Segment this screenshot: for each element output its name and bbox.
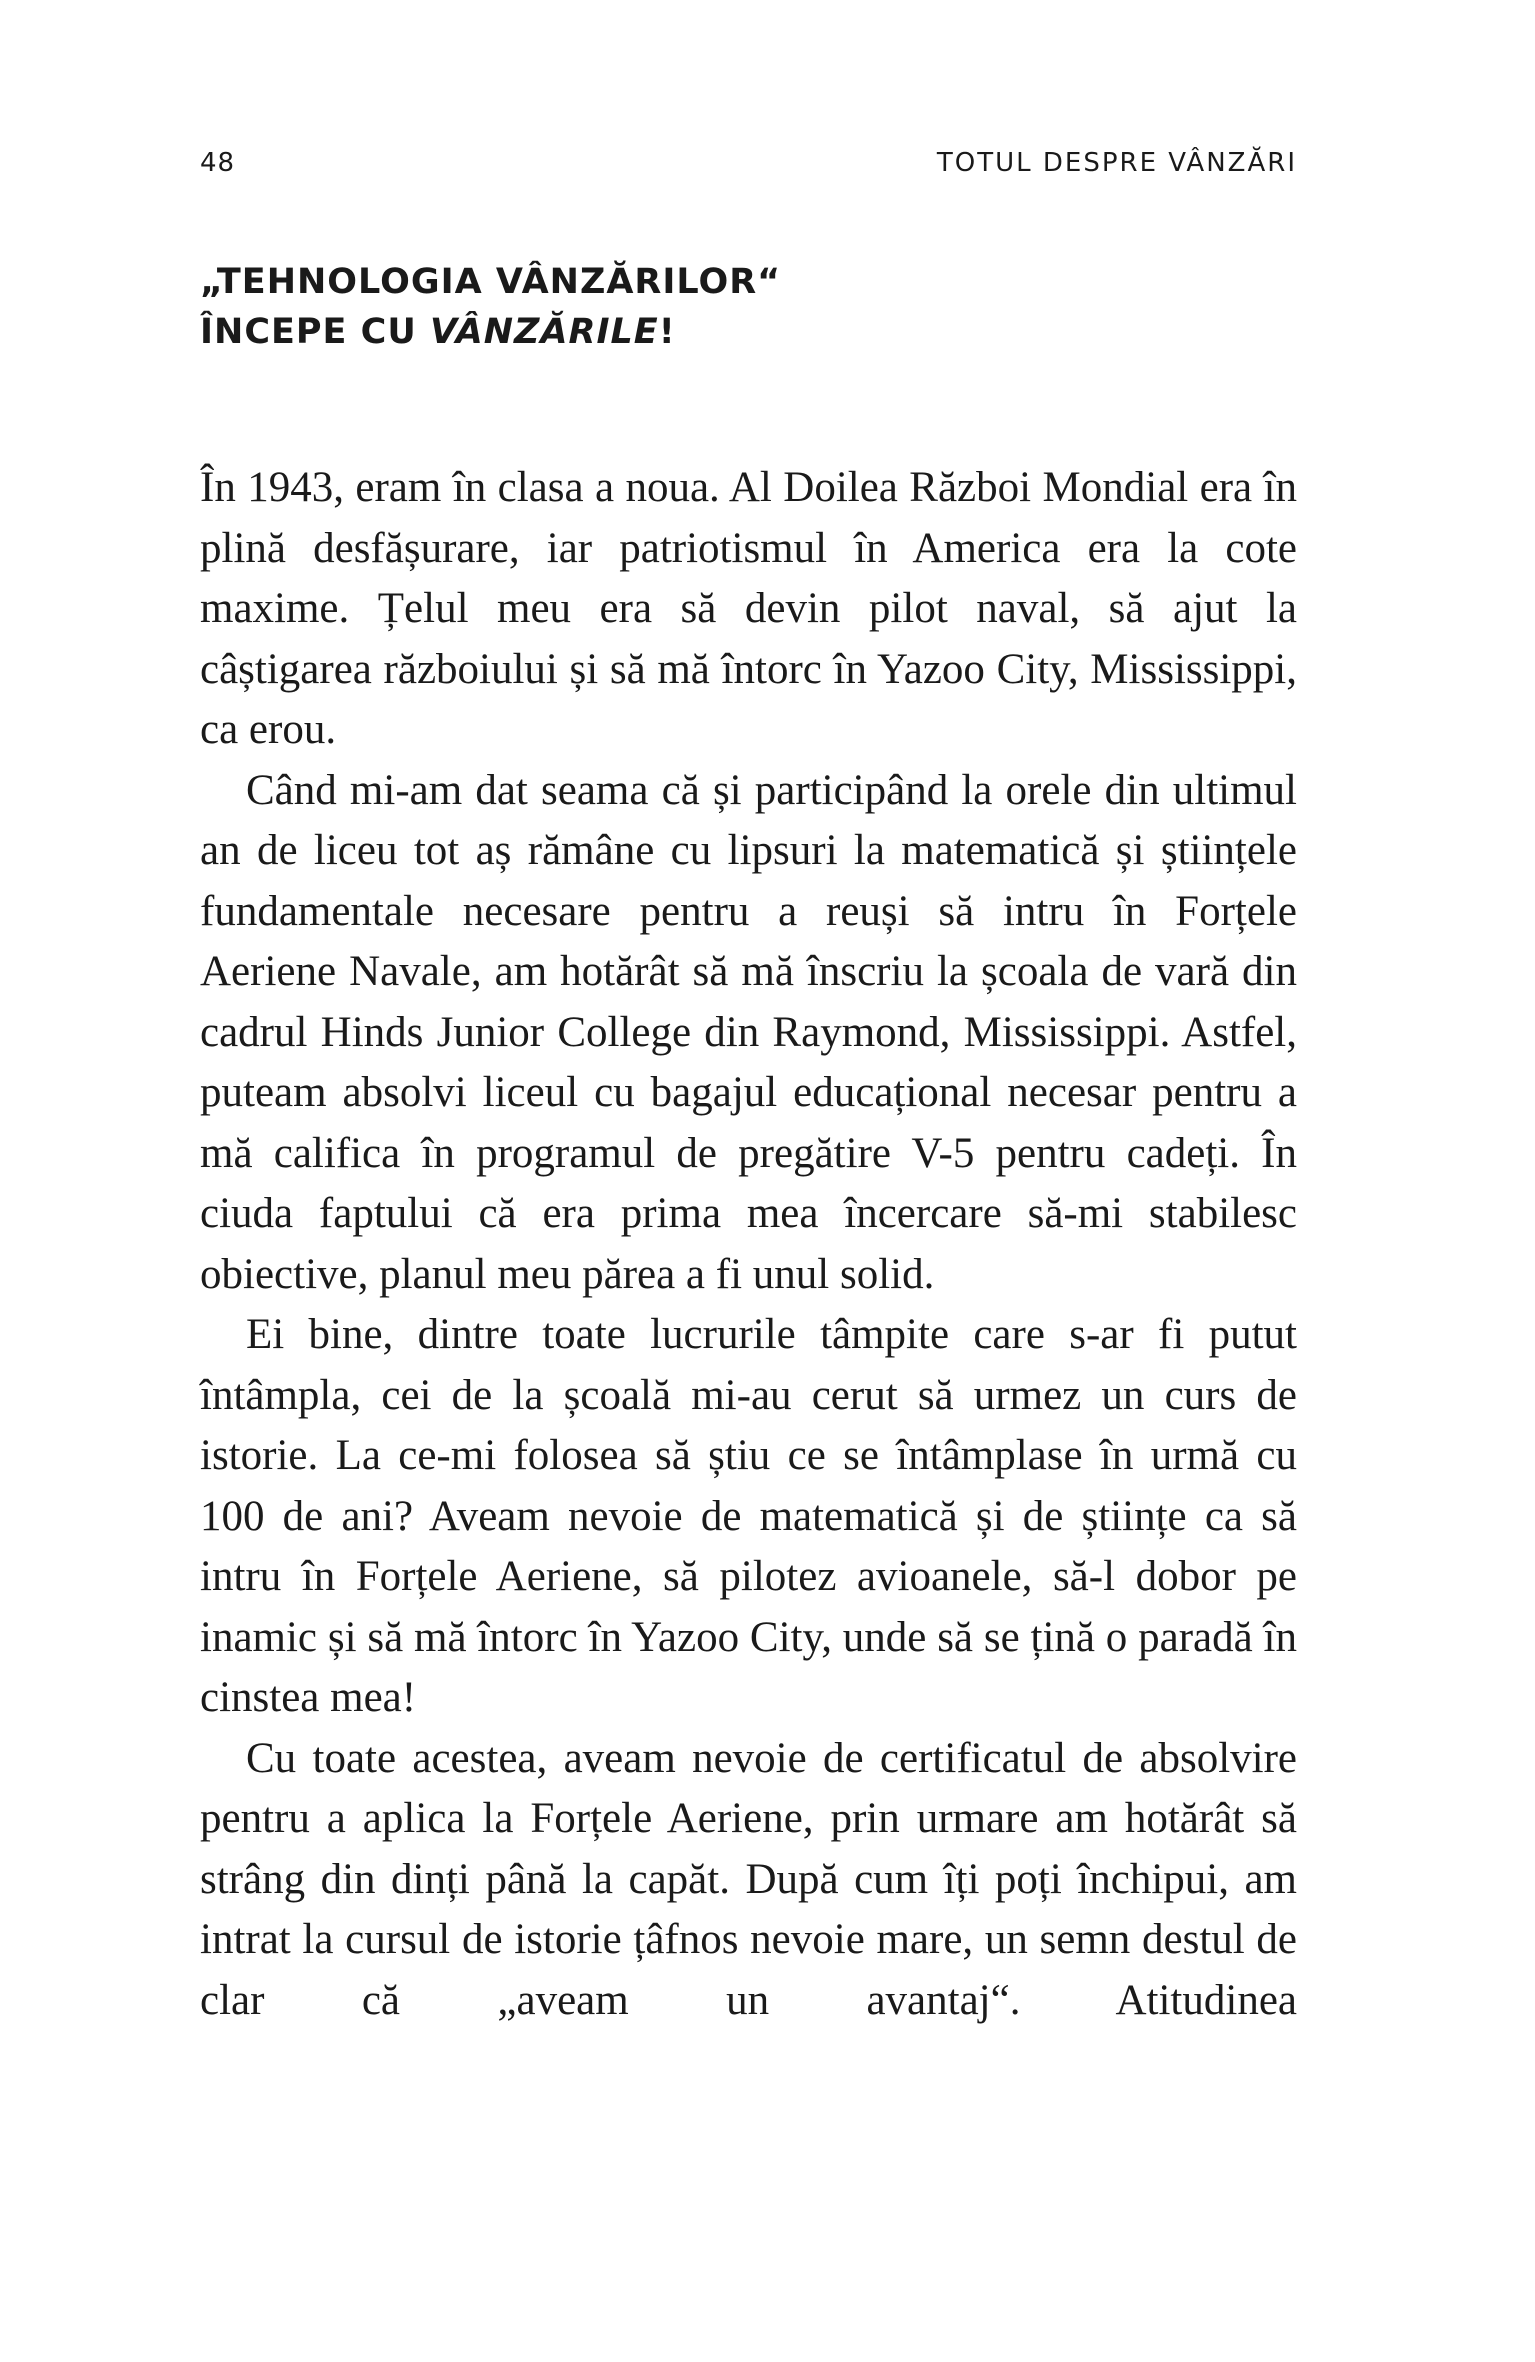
body-text: [200, 458, 1297, 2031]
section-heading-line-2: [200, 307, 781, 357]
heading-suffix: !: [658, 312, 676, 352]
section-heading: [200, 257, 781, 357]
page-number: 48: [200, 148, 236, 178]
paragraph-2: Când mi-am dat seama că și participând la orele din ultimul an de liceu tot aș rămâne cu lipsuri la matematică și științele fundamentale necesare pentru a reuși să intru în Forțele Aeriene Navale, am hotărât să mă înscriu la școala de vară din cadrul Hinds Junior College din Raymond, Mississippi. Astfel, puteam absolvi liceul cu bagajul educațional necesar pentru a mă califica în programul de pregătire V-5 pentru cadeți. În ciuda faptului că era prima mea încercare să-mi stabilesc obiective, planul meu părea a fi unul solid.: [200, 766, 1297, 1298]
running-title: TOTUL DESPRE VÂNZĂRI: [936, 148, 1297, 178]
heading-emphasis: VÂNZĂRILE: [429, 312, 659, 352]
running-header: [200, 148, 1297, 188]
paragraph-3: Ei bine, dintre toate lucrurile tâmpite care s-ar fi putut întâmpla, cei de la școală mi-au cerut să urmez un curs de istorie. La ce-mi folosea să știu ce se întâmplase în urmă cu 100 de ani? Aveam nevoie de matematică și de științe ca să intru în Forțele Aeriene, să pilotez avioanele, să-l dobor pe inamic și să mă întorc în Yazoo City, unde să se țină o paradă în cinstea mea!: [200, 1311, 1297, 1721]
paragraph-4: Cu toate acestea, aveam nevoie de certificatul de absolvire pentru a aplica la Forțele Aeriene, prin urmare am hotărât să strâng din dinți până la capăt. După cum îți poți închipui, am intrat la cursul de istorie țâfnos nevoie mare, un semn destul de clar că „aveam un avantaj“. Atitudinea: [200, 1734, 1297, 2024]
heading-prefix: ÎNCEPE CU: [200, 312, 430, 352]
paragraph-1: În 1943, eram în clasa a noua. Al Doilea Război Mondial era în plină desfășurare, iar patriotismul în America era la cote maxime. Țelul meu era să devin pilot naval, să ajut la câștigarea războiului și să mă întorc în Yazoo City, Mississippi, ca erou.: [200, 464, 1297, 753]
section-heading-line-1: „TEHNOLOGIA VÂNZĂRILOR“: [200, 262, 782, 302]
